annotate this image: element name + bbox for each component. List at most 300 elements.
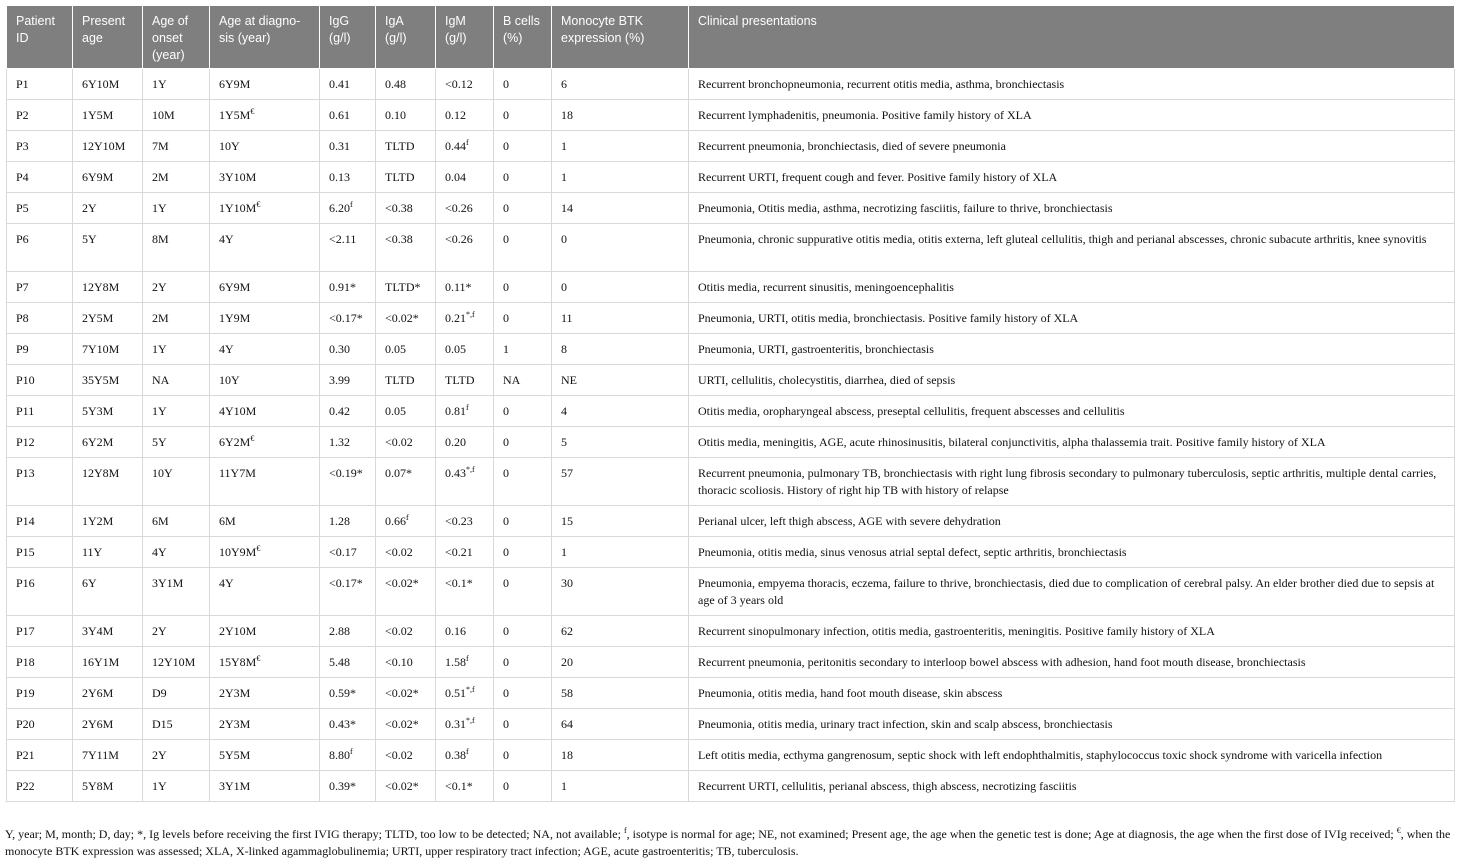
cell-iga-value: <0.02* bbox=[385, 717, 419, 731]
cell-age-at-diagnosis bbox=[210, 224, 320, 272]
cell-b-cells bbox=[494, 365, 552, 396]
cell-patient-id bbox=[7, 678, 73, 709]
cell-monocyte-btk bbox=[552, 224, 689, 272]
cell-age-at-diagnosis-value: 6Y2M bbox=[219, 435, 251, 449]
table-row bbox=[7, 427, 1455, 458]
cell-clinical-presentations-value: Otitis media, recurrent sinusitis, meningoencephalitis bbox=[698, 280, 954, 294]
cell-age-at-diagnosis bbox=[210, 303, 320, 334]
cell-igm-footnote-mark: *,f bbox=[466, 685, 475, 694]
cell-age-of-onset bbox=[143, 771, 210, 802]
cell-iga bbox=[376, 131, 436, 162]
cell-clinical-presentations bbox=[689, 709, 1455, 740]
cell-iga-value: <0.38 bbox=[385, 232, 413, 246]
cell-igm bbox=[436, 506, 494, 537]
cell-age-of-onset-value: 2M bbox=[152, 170, 169, 184]
cell-igg-value: 0.43* bbox=[329, 717, 356, 731]
cell-b-cells bbox=[494, 709, 552, 740]
cell-clinical-presentations bbox=[689, 678, 1455, 709]
table-row bbox=[7, 365, 1455, 396]
cell-b-cells-value: 0 bbox=[503, 280, 509, 294]
table-row bbox=[7, 272, 1455, 303]
cell-iga bbox=[376, 709, 436, 740]
cell-monocyte-btk-value: 8 bbox=[561, 342, 567, 356]
cell-clinical-presentations bbox=[689, 131, 1455, 162]
cell-present-age bbox=[73, 365, 143, 396]
cell-age-of-onset-value: 2Y bbox=[152, 748, 167, 762]
cell-igm bbox=[436, 100, 494, 131]
cell-igm bbox=[436, 224, 494, 272]
cell-igg-value: 8.80 bbox=[329, 748, 350, 762]
cell-patient-id-value: P1 bbox=[16, 77, 29, 91]
cell-igm-value: <0.26 bbox=[445, 232, 473, 246]
cell-iga bbox=[376, 427, 436, 458]
cell-age-at-diagnosis bbox=[210, 131, 320, 162]
cell-b-cells-value: 0 bbox=[503, 201, 509, 215]
cell-monocyte-btk bbox=[552, 771, 689, 802]
cell-age-at-diagnosis bbox=[210, 709, 320, 740]
cell-patient-id-value: P4 bbox=[16, 170, 29, 184]
cell-patient-id bbox=[7, 224, 73, 272]
cell-age-of-onset bbox=[143, 224, 210, 272]
cell-igg-value: 0.30 bbox=[329, 342, 350, 356]
cell-patient-id-value: P13 bbox=[16, 466, 35, 480]
cell-igg bbox=[320, 69, 376, 100]
cell-igg-value: 0.91* bbox=[329, 280, 356, 294]
cell-iga bbox=[376, 568, 436, 616]
cell-age-of-onset-value: 10Y bbox=[152, 466, 173, 480]
cell-patient-id-value: P12 bbox=[16, 435, 35, 449]
cell-iga bbox=[376, 647, 436, 678]
cell-present-age bbox=[73, 568, 143, 616]
cell-present-age-value: 35Y5M bbox=[82, 373, 120, 387]
cell-age-of-onset bbox=[143, 458, 210, 506]
cell-clinical-presentations-value: Otitis media, meningitis, AGE, acute rhinosinusitis, bilateral conjunctivitis, alpha thalassemia trait. Positive family history of XLA bbox=[698, 435, 1326, 449]
cell-age-at-diagnosis-value: 6M bbox=[219, 514, 236, 528]
cell-patient-id bbox=[7, 647, 73, 678]
cell-age-of-onset-value: 1Y bbox=[152, 404, 167, 418]
cell-b-cells bbox=[494, 647, 552, 678]
cell-patient-id-value: P5 bbox=[16, 201, 29, 215]
cell-patient-id-value: P11 bbox=[16, 404, 35, 418]
cell-igm bbox=[436, 647, 494, 678]
cell-b-cells-value: 0 bbox=[503, 232, 509, 246]
cell-present-age-value: 5Y bbox=[82, 232, 97, 246]
cell-present-age bbox=[73, 537, 143, 568]
cell-patient-id bbox=[7, 568, 73, 616]
cell-iga-value: <0.02 bbox=[385, 748, 413, 762]
cell-b-cells bbox=[494, 568, 552, 616]
cell-iga bbox=[376, 100, 436, 131]
cell-clinical-presentations bbox=[689, 224, 1455, 272]
cell-age-of-onset bbox=[143, 162, 210, 193]
cell-b-cells bbox=[494, 616, 552, 647]
cell-age-at-diagnosis-value: 4Y bbox=[219, 342, 234, 356]
cell-patient-id-value: P7 bbox=[16, 280, 29, 294]
cell-iga bbox=[376, 69, 436, 100]
cell-present-age bbox=[73, 396, 143, 427]
cell-iga bbox=[376, 334, 436, 365]
cell-iga bbox=[376, 396, 436, 427]
cell-igm-value: 0.11* bbox=[445, 280, 472, 294]
cell-age-of-onset-value: 1Y bbox=[152, 779, 167, 793]
cell-b-cells bbox=[494, 193, 552, 224]
cell-igg-value: 2.88 bbox=[329, 624, 350, 638]
cell-age-of-onset-value: 1Y bbox=[152, 201, 167, 215]
cell-b-cells-value: 0 bbox=[503, 686, 509, 700]
cell-patient-id-value: P17 bbox=[16, 624, 35, 638]
cell-iga bbox=[376, 771, 436, 802]
footnote-part-3: , when the monocyte BTK expression was assessed; XLA, X-linked agammaglobulinemia; URTI, upper respiratory tract infection; AGE, acute gastroenteritis; TB, tuberculosis. bbox=[5, 827, 1451, 858]
cell-clinical-presentations-value: Pneumonia, Otitis media, asthma, necrotizing fasciitis, failure to thrive, bronchiectasis bbox=[698, 201, 1113, 215]
cell-monocyte-btk bbox=[552, 100, 689, 131]
cell-clinical-presentations bbox=[689, 568, 1455, 616]
cell-igm bbox=[436, 303, 494, 334]
cell-b-cells-value: NA bbox=[503, 373, 521, 387]
cell-present-age bbox=[73, 427, 143, 458]
cell-age-at-diagnosis-footnote-mark: € bbox=[256, 544, 261, 553]
cell-clinical-presentations bbox=[689, 162, 1455, 193]
cell-present-age bbox=[73, 616, 143, 647]
cell-age-at-diagnosis bbox=[210, 272, 320, 303]
cell-iga-value: 0.66 bbox=[385, 514, 406, 528]
cell-age-at-diagnosis bbox=[210, 193, 320, 224]
cell-igm bbox=[436, 162, 494, 193]
cell-patient-id bbox=[7, 131, 73, 162]
cell-b-cells bbox=[494, 131, 552, 162]
cell-present-age bbox=[73, 647, 143, 678]
cell-igg bbox=[320, 740, 376, 771]
cell-clinical-presentations bbox=[689, 458, 1455, 506]
table-row bbox=[7, 647, 1455, 678]
cell-age-of-onset-value: 3Y1M bbox=[152, 576, 184, 590]
cell-clinical-presentations-value: Perianal ulcer, left thigh abscess, AGE with severe dehydration bbox=[698, 514, 1001, 528]
cell-age-of-onset-value: 5Y bbox=[152, 435, 167, 449]
cell-igm-value: 0.12 bbox=[445, 108, 466, 122]
cell-monocyte-btk-value: 1 bbox=[561, 170, 567, 184]
cell-clinical-presentations bbox=[689, 334, 1455, 365]
cell-present-age bbox=[73, 303, 143, 334]
cell-patient-id bbox=[7, 365, 73, 396]
cell-igm bbox=[436, 709, 494, 740]
cell-age-of-onset bbox=[143, 100, 210, 131]
cell-igg-footnote-mark: f bbox=[350, 747, 353, 756]
cell-igm bbox=[436, 427, 494, 458]
cell-age-at-diagnosis-value: 4Y bbox=[219, 232, 234, 246]
cell-monocyte-btk-value: 1 bbox=[561, 139, 567, 153]
cell-igm bbox=[436, 334, 494, 365]
cell-igg bbox=[320, 334, 376, 365]
table-row bbox=[7, 334, 1455, 365]
cell-igm-footnote-mark: f bbox=[466, 747, 469, 756]
cell-igm bbox=[436, 193, 494, 224]
cell-monocyte-btk-value: 5 bbox=[561, 435, 567, 449]
cell-patient-id-value: P3 bbox=[16, 139, 29, 153]
cell-age-at-diagnosis-value: 10Y9M bbox=[219, 545, 257, 559]
cell-igm bbox=[436, 396, 494, 427]
cell-igm-value: <0.12 bbox=[445, 77, 473, 91]
cell-age-of-onset-value: 12Y10M bbox=[152, 655, 196, 669]
cell-age-at-diagnosis-value: 2Y3M bbox=[219, 717, 251, 731]
cell-igg-value: 6.20 bbox=[329, 201, 350, 215]
cell-iga bbox=[376, 537, 436, 568]
table-row bbox=[7, 771, 1455, 802]
cell-monocyte-btk-value: 1 bbox=[561, 545, 567, 559]
cell-age-of-onset-value: 6M bbox=[152, 514, 169, 528]
cell-igg bbox=[320, 709, 376, 740]
cell-b-cells bbox=[494, 771, 552, 802]
cell-igm bbox=[436, 616, 494, 647]
cell-igg-value: <2.11 bbox=[329, 232, 357, 246]
cell-present-age-value: 2Y6M bbox=[82, 686, 114, 700]
cell-igg-value: 0.31 bbox=[329, 139, 350, 153]
cell-age-at-diagnosis bbox=[210, 506, 320, 537]
footnote-part-1: Y, year; M, month; D, day; *, Ig levels before receiving the first IVIG therapy; TLTD, too low to be detected; NA, not available; bbox=[5, 827, 624, 841]
cell-present-age-value: 6Y bbox=[82, 576, 97, 590]
cell-present-age-value: 1Y5M bbox=[82, 108, 114, 122]
cell-igg-value: <0.17 bbox=[329, 545, 357, 559]
cell-age-at-diagnosis-footnote-mark: € bbox=[256, 200, 261, 209]
cell-iga bbox=[376, 365, 436, 396]
cell-igm-footnote-mark: f bbox=[466, 403, 469, 412]
cell-igg-value: 0.42 bbox=[329, 404, 350, 418]
cell-patient-id-value: P14 bbox=[16, 514, 35, 528]
table-row bbox=[7, 396, 1455, 427]
cell-patient-id-value: P2 bbox=[16, 108, 29, 122]
cell-present-age bbox=[73, 506, 143, 537]
cell-iga-value: <0.02* bbox=[385, 576, 419, 590]
cell-age-of-onset bbox=[143, 396, 210, 427]
cell-present-age-value: 11Y bbox=[82, 545, 103, 559]
cell-present-age bbox=[73, 69, 143, 100]
cell-patient-id bbox=[7, 427, 73, 458]
cell-igg-value: 0.41 bbox=[329, 77, 350, 91]
cell-iga bbox=[376, 740, 436, 771]
cell-present-age bbox=[73, 162, 143, 193]
cell-age-of-onset bbox=[143, 193, 210, 224]
table-row bbox=[7, 162, 1455, 193]
cell-monocyte-btk bbox=[552, 131, 689, 162]
cell-b-cells bbox=[494, 506, 552, 537]
cell-age-of-onset bbox=[143, 506, 210, 537]
cell-monocyte-btk bbox=[552, 506, 689, 537]
cell-iga-value: <0.02 bbox=[385, 545, 413, 559]
cell-igg bbox=[320, 537, 376, 568]
cell-present-age-value: 2Y bbox=[82, 201, 97, 215]
cell-monocyte-btk-value: 0 bbox=[561, 280, 567, 294]
cell-age-of-onset-value: D15 bbox=[152, 717, 173, 731]
cell-age-at-diagnosis-value: 4Y10M bbox=[219, 404, 257, 418]
header-monocyte-btk: Monocyte BTK expression (%) bbox=[552, 6, 689, 69]
cell-iga-value: <0.02 bbox=[385, 624, 413, 638]
table-row bbox=[7, 224, 1455, 272]
cell-b-cells bbox=[494, 224, 552, 272]
cell-age-of-onset-value: D9 bbox=[152, 686, 167, 700]
cell-igm bbox=[436, 537, 494, 568]
cell-present-age bbox=[73, 678, 143, 709]
cell-igg bbox=[320, 396, 376, 427]
cell-igm-footnote-mark: *,f bbox=[466, 310, 475, 319]
cell-igg-value: 0.13 bbox=[329, 170, 350, 184]
cell-clinical-presentations-value: Pneumonia, URTI, gastroenteritis, bronchiectasis bbox=[698, 342, 934, 356]
cell-monocyte-btk-value: 57 bbox=[561, 466, 573, 480]
cell-b-cells bbox=[494, 303, 552, 334]
cell-clinical-presentations-value: Pneumonia, empyema thoracis, eczema, failure to thrive, bronchiectasis, died due to complication of cerebral palsy. An elder brother died due to sepsis at age of 3 years old bbox=[698, 576, 1435, 607]
cell-present-age-value: 12Y8M bbox=[82, 280, 120, 294]
cell-present-age-value: 5Y8M bbox=[82, 779, 114, 793]
cell-monocyte-btk bbox=[552, 193, 689, 224]
cell-age-of-onset bbox=[143, 69, 210, 100]
cell-igg bbox=[320, 100, 376, 131]
cell-patient-id bbox=[7, 506, 73, 537]
cell-monocyte-btk bbox=[552, 396, 689, 427]
cell-present-age bbox=[73, 193, 143, 224]
cell-iga-value: TLTD bbox=[385, 373, 415, 387]
cell-age-at-diagnosis-value: 10Y bbox=[219, 139, 240, 153]
cell-patient-id bbox=[7, 771, 73, 802]
cell-monocyte-btk bbox=[552, 647, 689, 678]
cell-iga-value: TLTD bbox=[385, 139, 415, 153]
cell-present-age-value: 7Y11M bbox=[82, 748, 119, 762]
footnote-part-2: , isotype is normal for age; NE, not examined; Present age, the age when the genetic test is done; Age at diagnosis, the age when the first dose of IVIg received; bbox=[626, 827, 1397, 841]
cell-iga bbox=[376, 506, 436, 537]
table-row bbox=[7, 568, 1455, 616]
cell-patient-id bbox=[7, 69, 73, 100]
cell-age-at-diagnosis-value: 4Y bbox=[219, 576, 234, 590]
table-row bbox=[7, 193, 1455, 224]
cell-iga-value: 0.05 bbox=[385, 404, 406, 418]
cell-iga-value: <0.38 bbox=[385, 201, 413, 215]
cell-present-age bbox=[73, 740, 143, 771]
cell-igm-value: 0.20 bbox=[445, 435, 466, 449]
table-row bbox=[7, 458, 1455, 506]
cell-igg bbox=[320, 365, 376, 396]
cell-clinical-presentations bbox=[689, 396, 1455, 427]
cell-igm-value: 1.58 bbox=[445, 655, 466, 669]
cell-patient-id-value: P6 bbox=[16, 232, 29, 246]
cell-iga-value: 0.07* bbox=[385, 466, 412, 480]
cell-present-age-value: 12Y10M bbox=[82, 139, 126, 153]
cell-b-cells bbox=[494, 458, 552, 506]
cell-b-cells-value: 0 bbox=[503, 545, 509, 559]
cell-clinical-presentations bbox=[689, 365, 1455, 396]
cell-b-cells-value: 0 bbox=[503, 170, 509, 184]
table-row bbox=[7, 537, 1455, 568]
header-age-of-onset: Age of onset (year) bbox=[143, 6, 210, 69]
cell-age-at-diagnosis-value: 1Y5M bbox=[219, 108, 251, 122]
cell-iga bbox=[376, 193, 436, 224]
cell-patient-id bbox=[7, 334, 73, 365]
cell-age-of-onset bbox=[143, 303, 210, 334]
cell-monocyte-btk bbox=[552, 69, 689, 100]
cell-iga bbox=[376, 272, 436, 303]
cell-clinical-presentations-value: Recurrent pneumonia, bronchiectasis, died of severe pneumonia bbox=[698, 139, 1006, 153]
cell-igm bbox=[436, 678, 494, 709]
cell-present-age bbox=[73, 334, 143, 365]
cell-monocyte-btk-value: 64 bbox=[561, 717, 573, 731]
header-clinical-presentations: Clinical presentations bbox=[689, 6, 1455, 69]
cell-monocyte-btk-value: 20 bbox=[561, 655, 573, 669]
table-row bbox=[7, 69, 1455, 100]
cell-clinical-presentations-value: Recurrent lymphadenitis, pneumonia. Positive family history of XLA bbox=[698, 108, 1032, 122]
cell-igg bbox=[320, 131, 376, 162]
cell-clinical-presentations-value: Otitis media, oropharyngeal abscess, preseptal cellulitis, frequent abscesses and cellulitis bbox=[698, 404, 1125, 418]
cell-iga-value: <0.02* bbox=[385, 311, 419, 325]
cell-present-age-value: 12Y8M bbox=[82, 466, 120, 480]
cell-age-at-diagnosis bbox=[210, 334, 320, 365]
cell-monocyte-btk bbox=[552, 568, 689, 616]
cell-b-cells bbox=[494, 740, 552, 771]
cell-igg bbox=[320, 647, 376, 678]
cell-patient-id-value: P21 bbox=[16, 748, 35, 762]
cell-patient-id bbox=[7, 458, 73, 506]
cell-b-cells bbox=[494, 162, 552, 193]
cell-clinical-presentations bbox=[689, 303, 1455, 334]
cell-igg bbox=[320, 506, 376, 537]
cell-age-at-diagnosis bbox=[210, 162, 320, 193]
cell-clinical-presentations bbox=[689, 537, 1455, 568]
cell-clinical-presentations bbox=[689, 272, 1455, 303]
cell-present-age-value: 1Y2M bbox=[82, 514, 114, 528]
cell-patient-id bbox=[7, 616, 73, 647]
cell-clinical-presentations-value: Recurrent URTI, frequent cough and fever. Positive family history of XLA bbox=[698, 170, 1058, 184]
header-igm: IgM (g/l) bbox=[436, 6, 494, 69]
cell-patient-id bbox=[7, 162, 73, 193]
cell-monocyte-btk bbox=[552, 334, 689, 365]
cell-patient-id-value: P15 bbox=[16, 545, 35, 559]
cell-igm-value: TLTD bbox=[445, 373, 475, 387]
cell-iga-value: 0.05 bbox=[385, 342, 406, 356]
cell-patient-id-value: P9 bbox=[16, 342, 29, 356]
cell-patient-id bbox=[7, 709, 73, 740]
cell-iga-value: <0.02* bbox=[385, 686, 419, 700]
cell-b-cells bbox=[494, 678, 552, 709]
cell-b-cells-value: 0 bbox=[503, 108, 509, 122]
cell-monocyte-btk bbox=[552, 458, 689, 506]
cell-igm bbox=[436, 771, 494, 802]
cell-present-age-value: 6Y9M bbox=[82, 170, 114, 184]
cell-monocyte-btk-value: 1 bbox=[561, 779, 567, 793]
cell-age-at-diagnosis-value: 3Y10M bbox=[219, 170, 257, 184]
cell-igm-value: <0.23 bbox=[445, 514, 473, 528]
table-row bbox=[7, 131, 1455, 162]
cell-iga-value: TLTD* bbox=[385, 280, 421, 294]
cell-monocyte-btk-value: 4 bbox=[561, 404, 567, 418]
cell-monocyte-btk-value: 11 bbox=[561, 311, 573, 325]
cell-age-of-onset bbox=[143, 709, 210, 740]
table-row bbox=[7, 506, 1455, 537]
cell-clinical-presentations-value: Pneumonia, otitis media, hand foot mouth disease, skin abscess bbox=[698, 686, 1003, 700]
cell-age-of-onset-value: NA bbox=[152, 373, 170, 387]
cell-igg bbox=[320, 616, 376, 647]
cell-igm-value: 0.04 bbox=[445, 170, 466, 184]
cell-patient-id bbox=[7, 396, 73, 427]
cell-iga-value: TLTD bbox=[385, 170, 415, 184]
cell-igm-value: 0.81 bbox=[445, 404, 466, 418]
cell-monocyte-btk-value: NE bbox=[561, 373, 577, 387]
cell-igm-footnote-mark: f bbox=[466, 654, 469, 663]
cell-age-at-diagnosis bbox=[210, 647, 320, 678]
cell-monocyte-btk-value: 6 bbox=[561, 77, 567, 91]
cell-age-of-onset bbox=[143, 365, 210, 396]
cell-b-cells-value: 0 bbox=[503, 717, 509, 731]
cell-iga bbox=[376, 303, 436, 334]
cell-age-of-onset bbox=[143, 678, 210, 709]
cell-b-cells bbox=[494, 427, 552, 458]
cell-igg-value: <0.17* bbox=[329, 311, 363, 325]
cell-age-of-onset-value: 2Y bbox=[152, 280, 167, 294]
cell-monocyte-btk bbox=[552, 427, 689, 458]
header-patient-id: Patient ID bbox=[7, 6, 73, 69]
